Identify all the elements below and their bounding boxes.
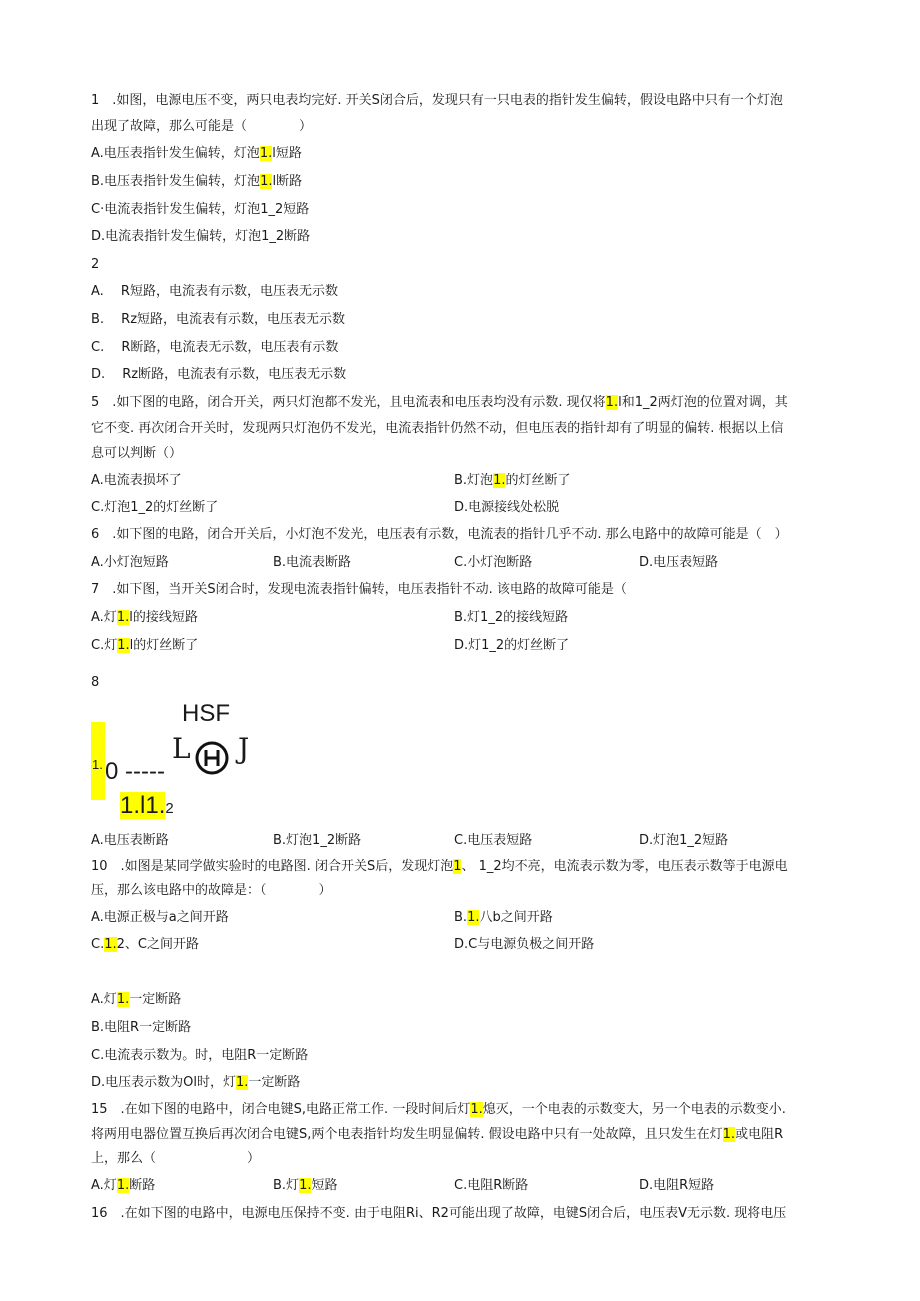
highlight: 1. [493,473,506,488]
highlight: 1. [120,792,141,819]
q1-stem-line1: 1 .如图，电源电压不变，两只电表均完好. 开关S闭合后，发现只有一只电表的指针发生偏转，假设电路中只有一个灯泡 [91,93,783,108]
q11-option-d [91,1074,300,1092]
q8-option-d: D.灯泡1_2短路 [639,833,729,848]
text: l断路 [272,174,303,189]
q8-figure-bottom-label [120,791,174,824]
text: 或电阻R [735,1127,784,1142]
q10-option-b [454,909,553,927]
q8-option-b: B.灯泡1_2断路 [273,833,362,848]
q5-stem-line3: 息可以判断（） [91,446,183,461]
text: 断路 [129,1178,156,1193]
q6-option-b: B.电流表断路 [273,555,352,570]
highlight: 1. [116,610,130,625]
q7-stem: 7 .如下图，当开关S闭合时，发现电流表指针偏转，电压表指针不动. 该电路的故障可能是（ [91,582,627,597]
q16-stem: 16 .在如下图的电路中，电源电压保持不变. 由于电阻Ri、R2可能出现了故障，电键S闭合后，电压表V无示数. 现将电压 [91,1206,787,1221]
text: l的灯丝断了 [129,638,199,653]
highlight: 1. [299,1178,312,1193]
text: A.灯 [91,1178,117,1193]
q2-option-b: B. Rz短路，电流表有示数，电压表无示数 [91,312,346,327]
text: l的接线短路 [129,610,198,625]
text: 5 .如下图的电路，闭合开关，两只灯泡都不发光，且电流表和电压表均没有示数. 现仅将 [91,395,606,410]
q8-figure-l-label: L [172,732,191,765]
q15-stem-line2 [91,1126,783,1144]
highlight: 1. [470,1102,483,1117]
q5-option-a: A.电流表损坏了 [91,473,182,488]
q15-stem-line3: 上，那么（ ） [91,1151,261,1166]
highlight: 1. [116,1178,130,1193]
text: 、 1_2均不亮，电流表示数为零，电压表示数等于电源电 [461,859,788,874]
q8-figure-left-label: 0 ----- [105,758,165,785]
q15-stem-line1 [91,1101,786,1119]
q6-stem: 6 .如下图的电路，闭合开关后，小灯泡不发光，电压表有示数，电流表的指针几乎不动. 那么电路中的故障可能是（ ） [91,527,788,542]
q8-option-c: C.电压表短路 [454,833,533,848]
q7-option-a [91,609,198,627]
q8-figure-meter-icon [195,741,229,775]
q7-option-c [91,637,198,655]
q7-option-d: D.灯1_2的灯丝断了 [454,638,570,653]
text: A.电压表指针发生偏转，灯泡 [91,146,260,161]
highlight: 1 [453,859,462,874]
q1-option-c: C·电流表指针发生偏转，灯泡1_2短路 [91,202,310,217]
highlight: 1. [722,1127,736,1142]
q10-stem-line2: 压，那么该电路中的故障是：（ ） [91,883,332,898]
highlight: 1. [260,174,273,189]
highlight: 1. [467,910,480,925]
highlight: 1. [259,146,273,161]
text: 一定断路 [248,1075,301,1090]
q6-option-d: D.电压表短路 [639,555,719,570]
text: 八b之间开路 [479,910,553,925]
highlight: 1. [605,395,619,410]
q8-option-a: A.电压表断路 [91,833,169,848]
text: 2、C之间开路 [116,937,199,952]
highlight: 1. [104,937,117,952]
text: 短路 [311,1178,338,1193]
q2-number: 2 [91,257,100,272]
q15-option-a [91,1177,155,1195]
q8-figure-j-label: J [238,732,250,765]
q7-option-b: B.灯1_2的接线短路 [454,610,569,625]
q5-stem-line2: 它不变. 再次闭合开关时，发现两只灯泡仍不发光，电流表指针仍然不动，但电压表的指针却有了明显的偏转. 根据以上信 [91,421,784,436]
q8-number: 8 [91,675,100,690]
text: D.电压表示数为Ol时，灯 [91,1075,236,1090]
text: A.灯 [91,992,117,1007]
q2-option-d: D. Rz断路，电流表有示数，电压表无示数 [91,367,347,382]
highlight: l1. [140,792,166,819]
highlight: 1. [116,992,130,1007]
q10-option-d: D.C与电源负极之间开路 [454,937,595,952]
text: 15 .在如下图的电路中，闭合电键S,电路正常工作. 一段时间后灯 [91,1102,471,1117]
q1-option-a [91,145,302,163]
text: l短路 [272,146,302,161]
q15-option-d: D.电阻R短路 [639,1178,715,1193]
q2-option-a: A. R短路，电流表有示数，电压表无示数 [91,284,338,299]
q15-option-b [273,1177,337,1195]
subscript: 2 [165,800,174,817]
q15-option-c: C.电阻R断路 [454,1178,529,1193]
text: A.灯 [91,610,117,625]
highlight: 1. [117,638,130,653]
q5-stem-line1 [91,394,788,412]
q6-option-a: A.小灯泡短路 [91,555,169,570]
q1-stem-line2: 出现了故障，那么可能是（ ） [91,119,313,134]
q8-figure-hsf-label: HSF [182,700,230,727]
text: 10 .如图是某同学做实验时的电路图. 闭合开关S后，发现灯泡 [91,859,454,874]
q11-option-b: B.电阻R一定断路 [91,1020,192,1035]
q1-option-b [91,173,302,191]
text: l和1_2两灯泡的位置对调，其 [618,395,788,410]
q1-option-d: D.电流表指针发生偏转，灯泡1_2断路 [91,229,311,244]
q8-figure-left-sup: 1. [92,757,103,772]
text: C.灯 [91,638,118,653]
q10-option-a: A.电源正极与a之间开路 [91,910,229,925]
q2-option-c: C. R断路，电流表无示数，电压表有示数 [91,340,339,355]
text: B.电压表指针发生偏转，灯泡 [91,174,261,189]
q5-option-c: C.灯泡1_2的灯丝断了 [91,500,219,515]
text: 将两用电器位置互换后再次闭合电键S,两个电表指针均发生明显偏转. 假设电路中只有一处故障，且只发生在灯 [91,1127,723,1142]
q5-option-d: D.电源接线处松脱 [454,500,560,515]
text: C. [91,937,105,952]
q11-option-c: C.电流表示数为。时，电阻R一定断路 [91,1048,309,1063]
q10-option-c [91,936,199,954]
text: B.灯 [273,1178,300,1193]
q6-option-c: C.小灯泡断路 [454,555,533,570]
text: 一定断路 [129,992,182,1007]
highlight: 1. [236,1075,249,1090]
text: 的灯丝断了 [505,473,571,488]
text: B.灯泡 [454,473,494,488]
text: 熄灭，一个电表的示数变大，另一个电表的示数变小. [482,1102,786,1117]
q10-stem-line1 [91,858,788,876]
text: B. [454,910,468,925]
q11-option-a [91,991,181,1009]
q5-option-b [454,472,570,490]
